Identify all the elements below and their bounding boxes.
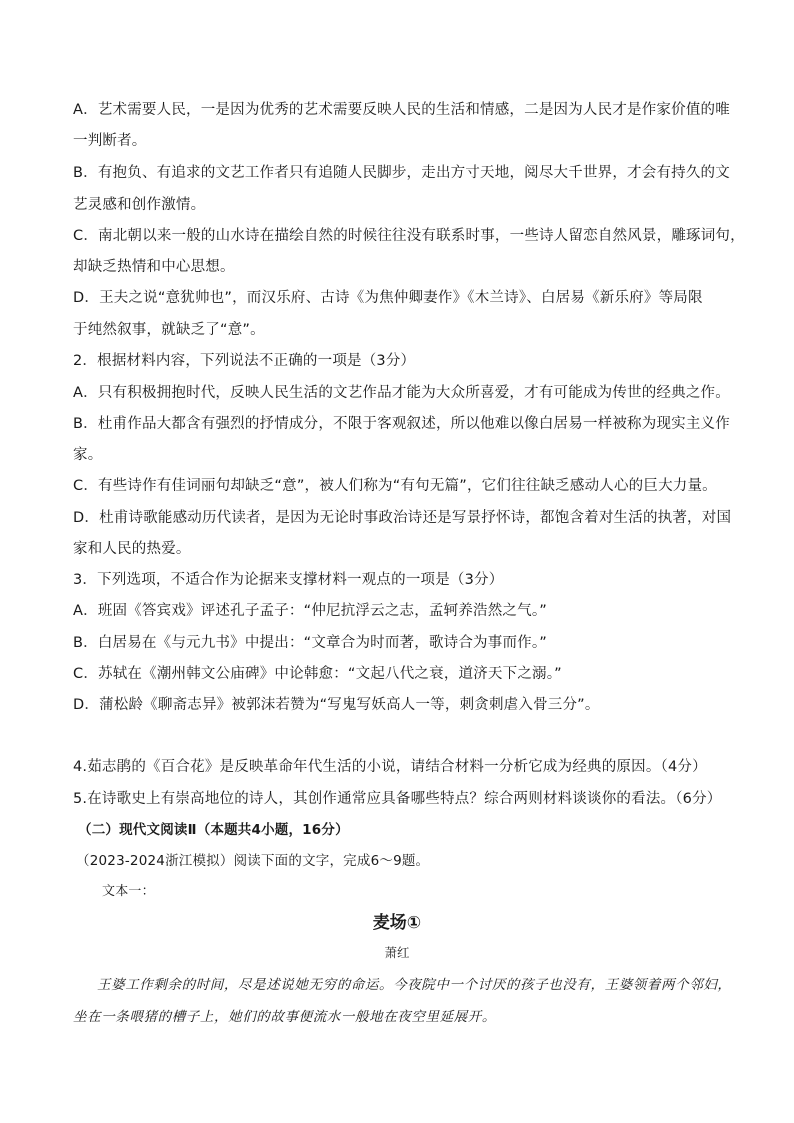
q2-option-d-line2: 家和人民的热爱。 <box>73 541 191 557</box>
q2-option-d-line1: D．杜甫诗歌能感动历代读者，是因为无论时事政治诗还是写景抒怀诗，都饱含着对生活的执著，对国 <box>73 510 732 526</box>
text-label: 文本一： <box>102 884 155 899</box>
q2-option-b-line1: B．杜甫作品大都含有强烈的抒情成分，不限于客观叙述，所以他难以像白居易一样被称为现实主义作 <box>73 416 730 432</box>
article-paragraph-line2: 坐在一条喂猪的槽子上，她们的故事便流水一般地在夜空里延展开。 <box>73 1009 496 1025</box>
q4-text: 4.茹志鹃的《百合花》是反映革命年代生活的小说，请结合材料一分析它成为经典的原因。（4分） <box>73 759 707 775</box>
q1-option-d-line2: 于纯然叙事，就缺乏了“意”。 <box>73 322 265 338</box>
q5-text: 5.在诗歌史上有崇高地位的诗人，其创作通常应具备哪些特点？综合两则材料谈谈你的看法。（6分） <box>73 791 722 807</box>
q1-option-a-line1: A．艺术需要人民，一是因为优秀的艺术需要反映人民的生活和情感，二是因为人民才是作家价值的唯 <box>73 102 730 118</box>
q1-option-d-line1: D．王夫之说“意犹帅也”，而汉乐府、古诗《为焦仲卿妻作》《木兰诗》、白居易《新乐府》等局限 <box>73 290 703 306</box>
article-title: 麦场① <box>372 913 422 933</box>
q2-option-a: A．只有积极拥抱时代，反映人民生活的文艺作品才能为大众所喜爱，才有可能成为传世的经典之作。 <box>73 385 730 401</box>
q3-option-b: B．白居易在《与元九书》中提出：“文章合为时而著，歌诗合为事而作。” <box>73 635 548 651</box>
q1-option-b-line1: B．有抱负、有追求的文艺工作者只有追随人民脚步，走出方寸天地，阅尽大千世界，才会有持久的文 <box>73 165 730 181</box>
q1-option-c-line1: C．南北朝以来一般的山水诗在描绘自然的时候往往没有联系时事，一些诗人留恋自然风景，雕琢词句， <box>73 228 745 244</box>
q2-stem: 2．根据材料内容，下列说法不正确的一项是（3分） <box>73 353 416 369</box>
q3-option-a: A．班固《答宾戏》评述孔子孟子：“仲尼抗浮云之志，孟轲养浩然之气。” <box>73 603 547 619</box>
source-line: （2023-2024浙江模拟）阅读下面的文字，完成6～9题。 <box>76 853 430 869</box>
q3-option-c: C．苏轼在《潮州韩文公庙碑》中论韩愈：“文起八代之衰，道济天下之溺。” <box>73 666 562 682</box>
q2-option-b-line2: 家。 <box>73 447 103 463</box>
q3-stem: 3．下列选项，不适合作为论据来支撑材料一观点的一项是（3分） <box>73 572 504 588</box>
q2-option-c: C．有些诗作有佳词丽句却缺乏“意”，被人们称为“有句无篇”，它们往往缺乏感动人心的巨大力量。 <box>73 478 717 494</box>
q3-option-d: D．蒲松龄《聊斋志异》被郭沫若赞为“写鬼写妖高人一等，刺贪刺虐入骨三分”。 <box>73 697 600 713</box>
section-header: （二）现代文阅读Ⅱ（本题共4小题，16分） <box>78 822 349 838</box>
article-paragraph-line1: 王婆工作剩余的时间，尽是述说她无穷的命运。今夜院中一个讨厌的孩子也没有，王婆领着两个邻妇， <box>97 977 732 993</box>
article-author: 萧红 <box>384 945 410 960</box>
q1-option-c-line2: 却缺乏热情和中心思想。 <box>73 259 235 275</box>
q1-option-a-line2: 一判断者。 <box>73 133 147 149</box>
q1-option-b-line2: 艺灵感和创作激情。 <box>73 197 206 213</box>
